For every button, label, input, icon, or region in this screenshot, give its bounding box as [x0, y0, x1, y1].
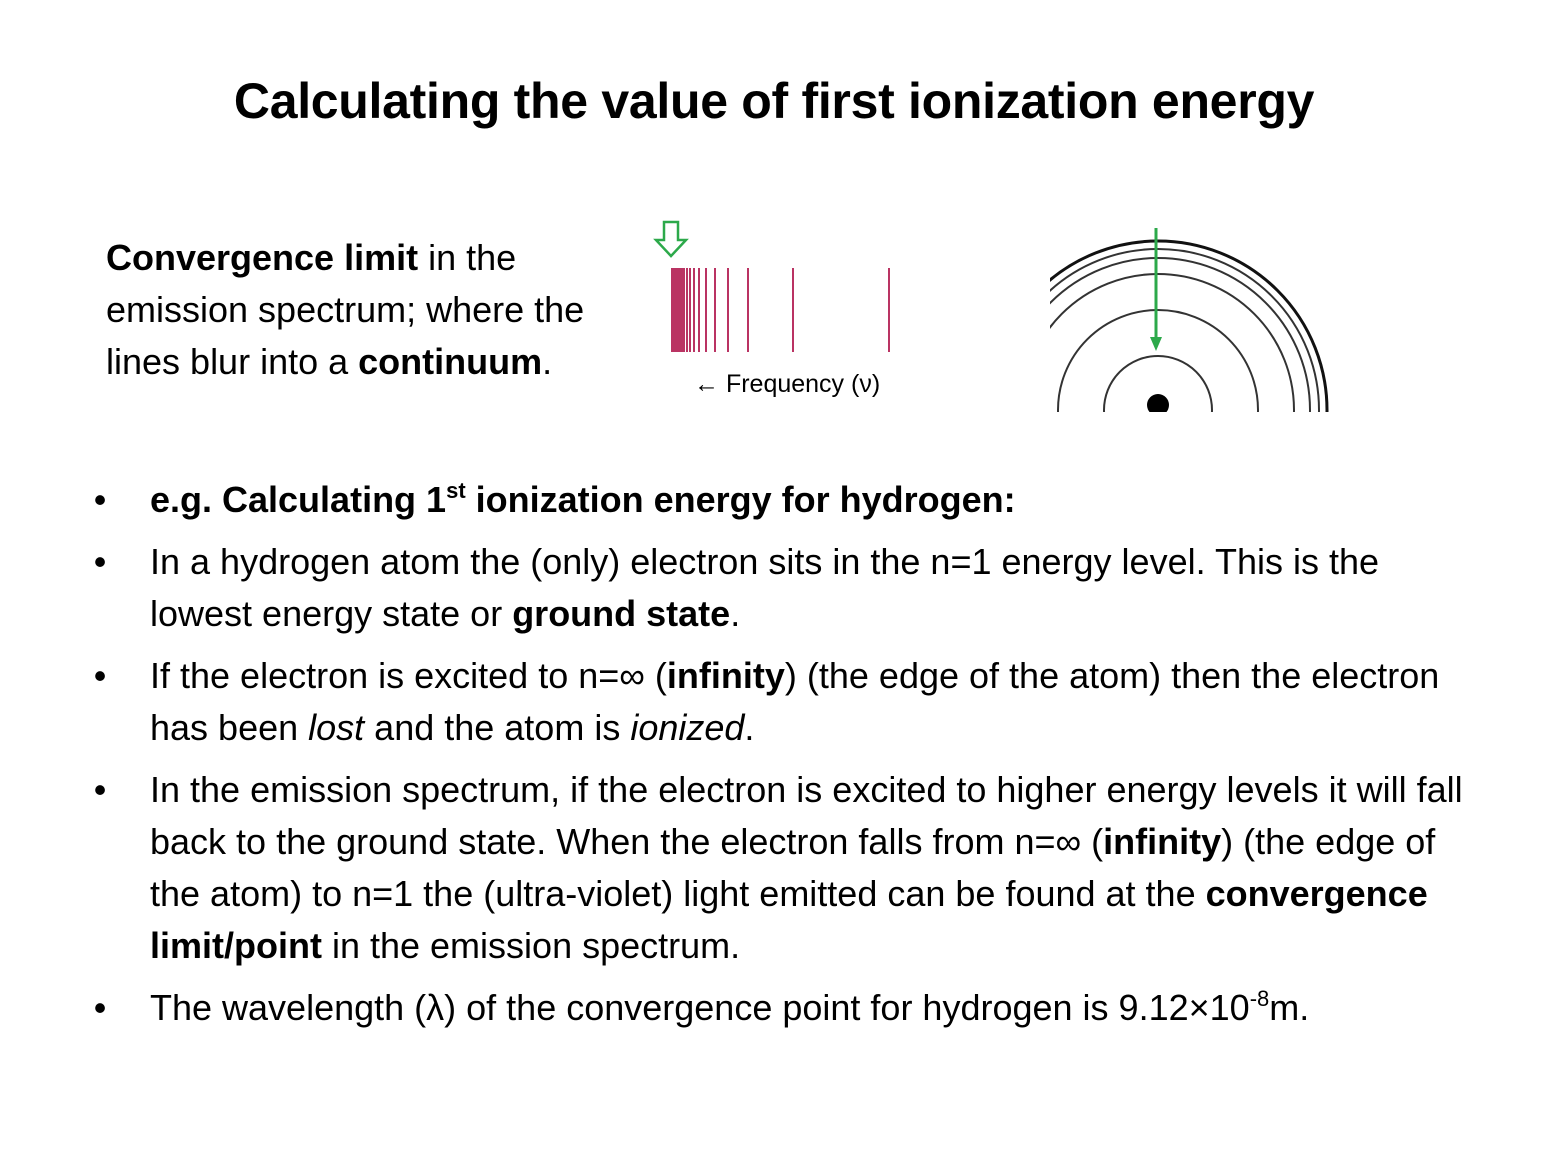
bullet-3-bold-2: convergence limit/point	[150, 873, 1428, 966]
bullet-3-bold-1: infinity	[1103, 821, 1222, 862]
bullet-dot: •	[93, 987, 107, 1028]
bullet-0-sup: st	[446, 478, 466, 503]
bullet-item-convergence	[90, 764, 1490, 972]
transition-arrow-icon	[1150, 337, 1162, 351]
bullet-1-text-1: In a hydrogen atom the (only) electron sits in the n=1 energy level. This is the lowest energy state or	[150, 541, 1380, 634]
bullet-3-text-3: in the emission spectrum.	[321, 925, 741, 966]
bullet-item-wavelength	[90, 982, 1490, 1034]
bullet-2-italic-1: lost	[308, 707, 365, 748]
bullet-2-text-3: and the atom is	[364, 707, 631, 748]
bullet-2-text-1: If the electron is excited to n=∞ (	[150, 655, 667, 696]
bullet-2-text-4: .	[744, 707, 755, 748]
slide-title: Calculating the value of first ionization energy	[233, 73, 1315, 129]
intro-bold-convergence: Convergence limit	[106, 237, 419, 278]
spectrum-background	[670, 268, 920, 354]
nucleus	[1147, 394, 1169, 415]
bullet-4-text-1: The wavelength (λ) of the convergence point for hydrogen is 9.12×10	[150, 987, 1250, 1028]
bullet-dot: •	[93, 479, 107, 520]
bullet-1-text-2: .	[730, 593, 741, 634]
intro-text	[106, 232, 666, 388]
bullet-dot: •	[93, 655, 107, 696]
bullet-4-sup: -8	[1249, 986, 1270, 1011]
intro-bold-continuum: continuum	[358, 341, 543, 382]
bullet-4-text-2: m.	[1269, 987, 1310, 1028]
bullet-item-example	[90, 474, 1490, 526]
bullet-item-ionized	[90, 650, 1490, 754]
bullet-3-text-2: ) (the edge of the atom) to n=1 the (ultra-violet) light emitted can be found at the	[150, 821, 1436, 914]
convergence-arrow-icon	[656, 222, 686, 256]
bullet-0-bold-b: ionization energy for hydrogen:	[465, 479, 1016, 520]
bullet-dot: •	[93, 541, 107, 582]
bullet-item-ground-state	[90, 536, 1490, 640]
frequency-label: ← Frequency (ν)	[694, 370, 881, 398]
bullet-dot: •	[93, 769, 107, 810]
atom-diagram	[1050, 225, 1350, 415]
bullet-2-bold: infinity	[666, 655, 785, 696]
intro-text-2: .	[542, 341, 553, 382]
bullet-list	[90, 474, 1490, 1044]
bullet-0-bold-a: e.g. Calculating 1	[150, 479, 447, 520]
bullet-2-text-2: ) (the edge of the atom) then the electron has been	[150, 655, 1440, 748]
emission-spectrum	[650, 218, 930, 358]
bullet-1-bold: ground state	[512, 593, 731, 634]
bullet-3-text-1: In the emission spectrum, if the electron is excited to higher energy levels it will fall back to the ground state. When the electron falls from n=∞ (	[150, 769, 1463, 862]
intro-text-1: in the emission spectrum; where the lines blur into a	[106, 237, 585, 382]
bullet-2-italic-2: ionized	[630, 707, 745, 748]
